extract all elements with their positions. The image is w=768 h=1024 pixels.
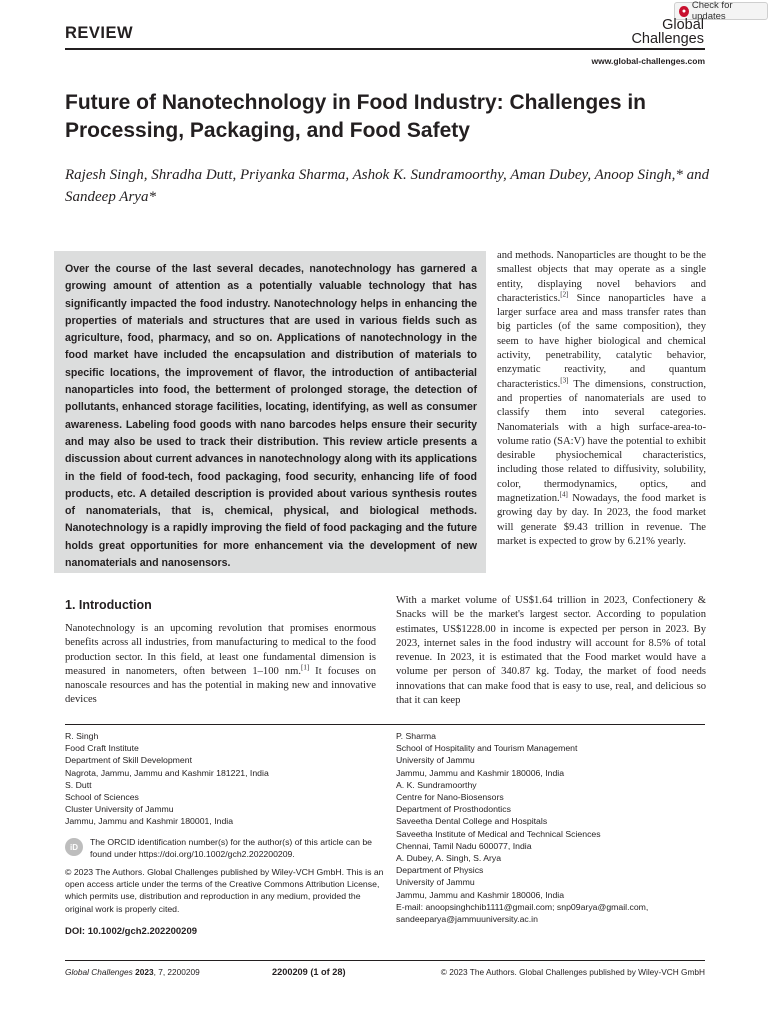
footer-citation xyxy=(65,967,200,977)
footer-volume: , 7, 2200209 xyxy=(153,967,200,977)
affiliation-line: Chennai, Tamil Nadu 600077, India xyxy=(396,840,532,851)
reference-link[interactable]: [4] xyxy=(559,490,568,499)
affiliation-line: R. Singh xyxy=(65,731,99,741)
affiliation-line: Jammu, Jammu and Kashmir 180006, India xyxy=(396,767,565,778)
affiliation-line: P. Sharma xyxy=(396,731,436,741)
section-heading: 1. Introduction xyxy=(65,598,152,612)
affiliation-line: Jammu, Jammu and Kashmir 180006, India xyxy=(396,889,565,900)
author-list: Rajesh Singh, Shradha Dutt, Priyanka Sharma, Ashok K. Sundramoorthy, Aman Dubey, Anoop Singh,* and Sandeep Arya* xyxy=(65,167,710,205)
abstract-text: Over the course of the last several decades, nanotechnology has garnered a growing amount of attention as a potentially valuable technology that has significantly impacted the food industry. Nanotechnology helps in enhancing the properties of materials and structures that are used in various fields such as agriculture, food, pharmacy, and so on. Applications of nanotechnology in the food market have included the encapsulation and distribution of materials to specific locations, the improvement of flavor, the introduction of antibacterial nanoparticles into food, the betterment of prolonged storage, the detection of pollutants, enhanced storage facilities, locating, identifying, as well as consumer awareness. Labeling food goods with nano barcodes helps ensure their security and may also be used to track their distribution. This review article presents a discussion about current advances in nanotechnology along with its applications in the field of food-tech, food packaging, food security, enhancing life of food products, etc. A detailed description is provided about various synthesis routes of nanomaterials, that is, chemical, physical, and biological methods. Nanotechnology is a rapidly improving the field of food packaging and the future holds great opportunities for more enhancement via the development of new nanomaterials and nanosensors. xyxy=(65,263,477,570)
affiliation-line: School of Hospitality and Tourism Management xyxy=(396,743,578,754)
copyright-notice: © 2023 The Authors. Global Challenges published by Wiley-VCH GmbH. This is an open access article under the terms of the Creative Commons Attribution License, which permits use, distribution and reproduction in any medium, provided the original work is properly cited. xyxy=(65,867,384,914)
footer-year: 2023 xyxy=(135,967,154,977)
footer-journal: Global Challenges xyxy=(65,967,133,977)
reference-link[interactable]: [3] xyxy=(560,376,569,385)
affiliation-line: University of Jammu xyxy=(396,755,475,766)
body-text: Nowadays, the food market is growing day by day. In 2023, the food market will generate $9.43 trillion in revenue. The market is expected to grow by 6.21% yearly. xyxy=(497,493,706,547)
affiliation-line: Saveetha Dental College and Hospitals xyxy=(396,816,548,827)
affiliations-right xyxy=(396,730,716,925)
affiliation-line: A. Dubey, A. Singh, S. Arya xyxy=(396,853,502,864)
affiliation-line: A. K. Sundramoorthy xyxy=(396,779,477,790)
affiliation-line: School of Sciences xyxy=(65,792,139,803)
footer-rights: © 2023 The Authors. Global Challenges published by Wiley-VCH GmbH xyxy=(440,967,705,977)
affiliation-line: University of Jammu xyxy=(396,877,475,888)
header-rule xyxy=(65,48,705,50)
affiliation-line: Centre for Nano-Biosensors xyxy=(396,792,504,803)
affiliation-line: Saveetha Institute of Medical and Technical Sciences xyxy=(396,828,601,839)
body-text: Nanotechnology is an upcoming revolution that promises enormous benefits across all industries, from manufacturing to medical to the food production sector. In this field, at least one fundamental dimension is measured in nanometers, often between 1–100 nm. xyxy=(65,623,376,677)
left-column-text xyxy=(65,622,376,708)
article-title: Future of Nanotechnology in Food Industry: Challenges in Processing, Packaging, and Food Safety xyxy=(65,91,646,142)
reference-link[interactable]: [2] xyxy=(560,290,569,299)
affiliation-line: Cluster University of Jammu xyxy=(65,804,174,815)
journal-logo-line1: Global xyxy=(662,17,704,33)
orcid-icon[interactable]: iD xyxy=(65,838,83,856)
affiliation-line: Department of Skill Development xyxy=(65,755,192,766)
journal-url[interactable]: www.global-challenges.com xyxy=(591,56,705,66)
orcid-note: The ORCID identification number(s) for the author(s) of this article can be found under https://doi.org/10.1002/gch2.202200209. xyxy=(90,837,372,860)
page-number: 2200209 (1 of 28) xyxy=(272,967,346,977)
journal-logo-line2: Challenges xyxy=(631,31,704,47)
section-label: REVIEW xyxy=(65,24,134,42)
right-column-text xyxy=(497,249,706,549)
affiliation-line: Food Craft Institute xyxy=(65,743,139,754)
affiliation-line: S. Dutt xyxy=(65,779,92,790)
email-line[interactable]: E-mail: anoopsinghchib1111@gmail.com; snp09arya@gmail.com, xyxy=(396,901,649,912)
journal-logo xyxy=(612,18,704,46)
affiliation-rule xyxy=(65,724,705,725)
doi-link[interactable]: DOI: 10.1002/gch2.202200209 xyxy=(65,926,198,937)
body-text: Since nanoparticles have a larger surface area and mass transfer rates than big particles (of the same composition), they seem to have higher biological and chemical activity, penetrability, catalytic behavior, enzymatic reactivity, and quantum characteristics. xyxy=(497,292,706,390)
body-text: It focuses on nanoscale resources and has the potential in making new and innovative devices xyxy=(65,665,377,706)
affiliation-line: Jammu, Jammu and Kashmir 180001, India xyxy=(65,816,234,827)
affiliation-line: Department of Prosthodontics xyxy=(396,804,511,815)
right-column-continued: With a market volume of US$1.64 trillion in 2023, Confectionery & Snacks will be the market's largest sector. According to population estimates, US$1228.00 in income is expected per person in 2023. By 2023, internet sales in the food industry will account for 8.5% of total revenue. In 2023, it is estimated that the Food market would have a volume per person of 340.87 kg. Today, the market of food needs innovations that can make food that is easy to use, real, and delicious so that it can keep xyxy=(396,595,706,707)
reference-link[interactable]: [1] xyxy=(301,663,310,672)
body-text: The dimensions, construction, and properties of nanomaterials are used to classify them into several categories. Nanomaterials with a high surface-area-to-volume ratio (SA:V) have the potential to exhibit desirable physiochemical characteristics, including those related to diffusivity, solubility, color, thermodynamics, optics, and magnetization. xyxy=(497,378,706,505)
footer-rule xyxy=(65,960,705,961)
body-text: and methods. Nanoparticles are thought to be the smallest objects that may operate as a single entity, displaying novel behaviors and characteristics. xyxy=(497,250,706,304)
affiliation-line: Nagrota, Jammu, Jammu and Kashmir 181221, India xyxy=(65,767,269,778)
check-updates-label: Check for updates xyxy=(691,0,733,22)
affiliation-line: Department of Physics xyxy=(396,865,484,876)
email-line[interactable]: sandeeparya@jammuuniversity.ac.in xyxy=(396,914,538,925)
affiliations-left xyxy=(65,730,385,828)
check-updates-icon: ● xyxy=(679,6,689,17)
